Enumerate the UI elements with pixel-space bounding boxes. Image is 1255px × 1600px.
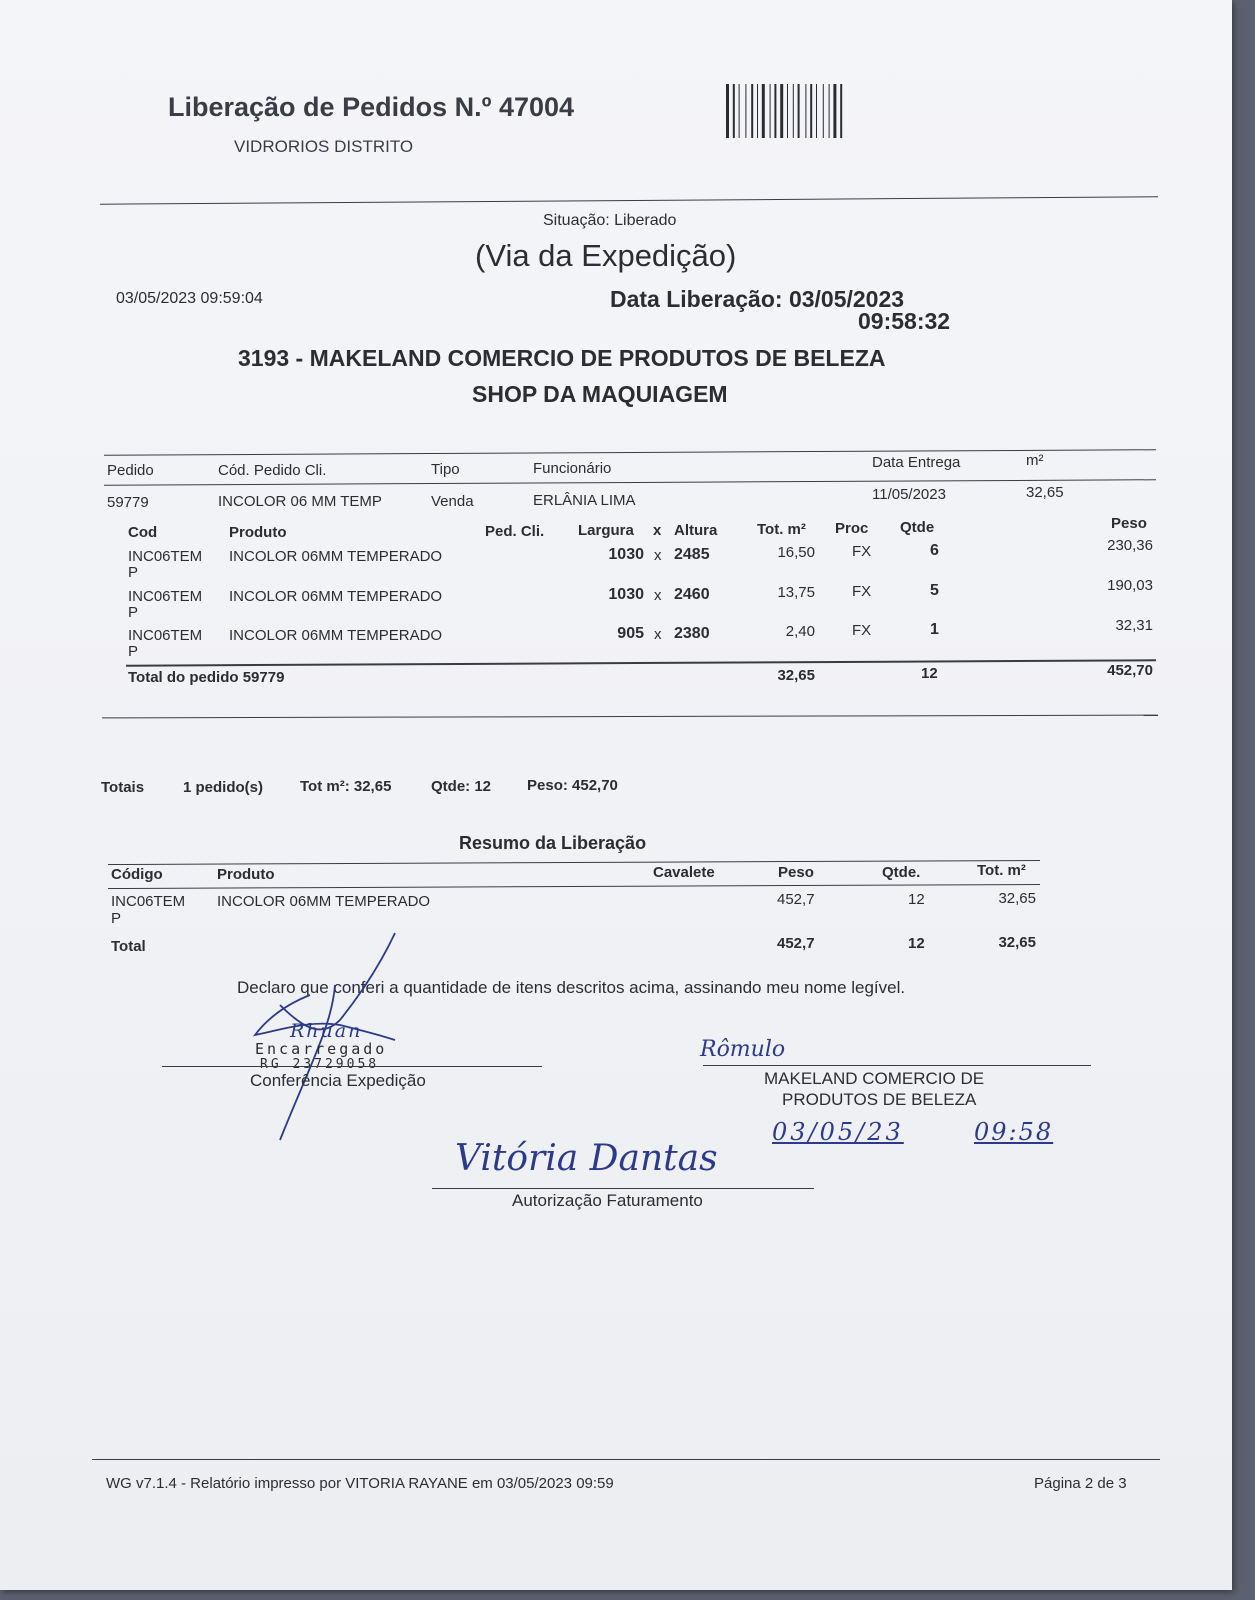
- items-bottom-rule: [102, 715, 1158, 719]
- conferencia-label: Conferência Expedição: [250, 1071, 426, 1090]
- autorizacao-label: Autorização Faturamento: [512, 1191, 703, 1210]
- summary-row-tot-m2: 32,65: [998, 890, 1036, 907]
- client-signature-line: [703, 1065, 1091, 1066]
- item-1-tot-m2: 16,50: [777, 544, 815, 561]
- item-3-proc: FX: [852, 622, 872, 639]
- summary-col-tot-m2: Tot. m²: [977, 862, 1026, 879]
- item-1-cod: INC06TEM: [128, 548, 203, 565]
- release-time: 09:58:32: [858, 308, 951, 334]
- release-date: Data Liberação: 03/05/2023: [610, 286, 905, 312]
- declaration-text: Declaro que conferi a quantidade de itens descritos acima, assinando meu nome legível.: [237, 978, 906, 997]
- summary-total-tot-m2: 32,65: [998, 934, 1036, 951]
- summary-row-codigo: INC06TEM: [111, 893, 186, 910]
- client-signature: Rômulo: [700, 1037, 786, 1062]
- items-col-produto: Produto: [229, 524, 287, 541]
- client-sign-date: 03/05/23: [772, 1118, 904, 1146]
- item-3-x: x: [654, 626, 662, 643]
- stamp-role: Encarregado: [255, 1040, 388, 1058]
- item-1-proc: FX: [852, 543, 872, 560]
- col-cod-pedido-cli: Cód. Pedido Cli.: [218, 462, 327, 479]
- item-1-peso: 230,36: [1107, 537, 1153, 554]
- order-total-tot-m2: 32,65: [777, 667, 815, 684]
- item-3-tot-m2: 2,40: [785, 623, 815, 640]
- copy-type: (Via da Expedição): [475, 238, 737, 273]
- client-shop-name: SHOP DA MAQUIAGEM: [472, 381, 728, 407]
- autorizacao-signature: Vitória Dantas: [455, 1138, 718, 1179]
- summary-title: Resumo da Liberação: [459, 833, 647, 853]
- item-1-qtde: 6: [930, 542, 939, 559]
- item-1-altura: 2485: [674, 546, 710, 563]
- item-2-altura: 2460: [674, 586, 710, 603]
- summary-col-produto: Produto: [217, 866, 275, 883]
- order-m2: 32,65: [1026, 484, 1064, 501]
- summary-row-produto: INCOLOR 06MM TEMPERADO: [217, 893, 431, 910]
- summary-row-peso: 452,7: [777, 891, 815, 908]
- item-1-cod-cont: P: [128, 564, 139, 581]
- order-total-qtde: 12: [921, 665, 938, 682]
- barcode: [726, 84, 910, 138]
- order-total-peso: 452,70: [1107, 662, 1153, 679]
- totals-label: Totais: [101, 779, 145, 796]
- summary-col-qtde: Qtde.: [882, 864, 921, 881]
- summary-row-codigo-cont: P: [111, 910, 122, 927]
- summary-col-cavalete: Cavalete: [653, 864, 715, 881]
- item-1-produto: INCOLOR 06MM TEMPERADO: [229, 548, 443, 565]
- client-label-line2: PRODUTOS DE BELEZA: [782, 1090, 977, 1109]
- col-m2: m²: [1026, 452, 1044, 469]
- summary-row-qtde: 12: [908, 891, 925, 908]
- summary-col-codigo: Código: [111, 866, 163, 883]
- document-title: Liberação de Pedidos N.º 47004: [168, 92, 575, 122]
- col-data-entrega: Data Entrega: [872, 454, 961, 471]
- order-pedido: 59779: [107, 494, 149, 511]
- client-sign-time: 09:58: [974, 1118, 1054, 1146]
- item-3-cod: INC06TEM: [128, 627, 203, 644]
- summary-total-qtde: 12: [908, 935, 925, 952]
- order-data-entrega: 11/05/2023: [872, 486, 946, 503]
- summary-total-peso: 452,7: [777, 935, 815, 952]
- order-total-label: Total do pedido 59779: [128, 669, 285, 686]
- item-2-cod-cont: P: [128, 604, 139, 621]
- summary-col-peso: Peso: [778, 864, 814, 881]
- item-2-tot-m2: 13,75: [777, 584, 815, 601]
- totals-tot-m2: Tot m²: 32,65: [300, 778, 392, 795]
- order-tipo: Venda: [431, 493, 474, 510]
- item-1-largura: 1030: [608, 546, 644, 563]
- col-pedido: Pedido: [107, 462, 154, 479]
- item-2-proc: FX: [852, 583, 872, 600]
- item-2-cod: INC06TEM: [128, 588, 203, 605]
- footer-rule: [92, 1459, 1160, 1460]
- order-table-top-rule: [104, 449, 1156, 456]
- items-col-altura: Altura: [674, 522, 718, 539]
- conferencia-signature-line: [162, 1066, 542, 1067]
- summary-header-rule: [108, 884, 1040, 889]
- totals-pedidos: 1 pedido(s): [183, 779, 264, 796]
- items-col-ped-cli: Ped. Cli.: [485, 523, 545, 540]
- stamp-rg: RG 23729058: [260, 1057, 380, 1072]
- items-total-rule: [126, 659, 1156, 666]
- summary-total-label: Total: [111, 938, 146, 955]
- items-col-x: x: [653, 522, 662, 539]
- status-text: Situação: Liberado: [543, 212, 677, 229]
- items-col-peso: Peso: [1111, 515, 1147, 532]
- items-col-tot-m2: Tot. m²: [757, 521, 806, 538]
- footer-printed-by: WG v7.1.4 - Relatório impresso por VITORIA RAYANE em 03/05/2023 09:59: [106, 1475, 614, 1492]
- col-tipo: Tipo: [431, 461, 460, 478]
- item-3-peso: 32,31: [1115, 617, 1153, 634]
- item-2-largura: 1030: [608, 586, 644, 603]
- footer-page-number: Página 2 de 3: [1034, 1475, 1127, 1492]
- item-2-qtde: 5: [930, 582, 939, 599]
- order-funcionario: ERLÂNIA LIMA: [533, 492, 636, 509]
- item-2-produto: INCOLOR 06MM TEMPERADO: [229, 588, 443, 605]
- items-col-largura: Largura: [578, 522, 634, 539]
- client-name: 3193 - MAKELAND COMERCIO DE PRODUTOS DE BELEZA: [238, 345, 886, 371]
- totals-peso: Peso: 452,70: [527, 777, 618, 794]
- item-3-altura: 2380: [674, 625, 710, 642]
- col-funcionario: Funcionário: [533, 460, 612, 477]
- item-3-produto: INCOLOR 06MM TEMPERADO: [229, 627, 443, 644]
- autorizacao-signature-line: [432, 1188, 814, 1189]
- item-3-cod-cont: P: [128, 643, 139, 660]
- client-label-line1: MAKELAND COMERCIO DE: [764, 1069, 985, 1088]
- print-datetime: 03/05/2023 09:59:04: [116, 290, 263, 307]
- company-name: VIDRORIOS DISTRITO: [234, 137, 414, 156]
- totals-qtde: Qtde: 12: [431, 778, 492, 795]
- items-col-qtde: Qtde: [900, 519, 935, 536]
- stamp-name: Rhuan: [290, 1020, 363, 1042]
- order-header-rule: [104, 479, 1156, 486]
- items-col-proc: Proc: [835, 520, 869, 537]
- order-cod-pedido-cli: INCOLOR 06 MM TEMP: [218, 493, 382, 510]
- item-1-x: x: [654, 547, 662, 564]
- item-2-x: x: [654, 587, 662, 604]
- items-col-cod: Cod: [128, 524, 158, 541]
- item-3-largura: 905: [617, 625, 644, 642]
- item-2-peso: 190,03: [1107, 577, 1153, 594]
- header-divider: [100, 196, 1158, 204]
- item-3-qtde: 1: [930, 621, 939, 638]
